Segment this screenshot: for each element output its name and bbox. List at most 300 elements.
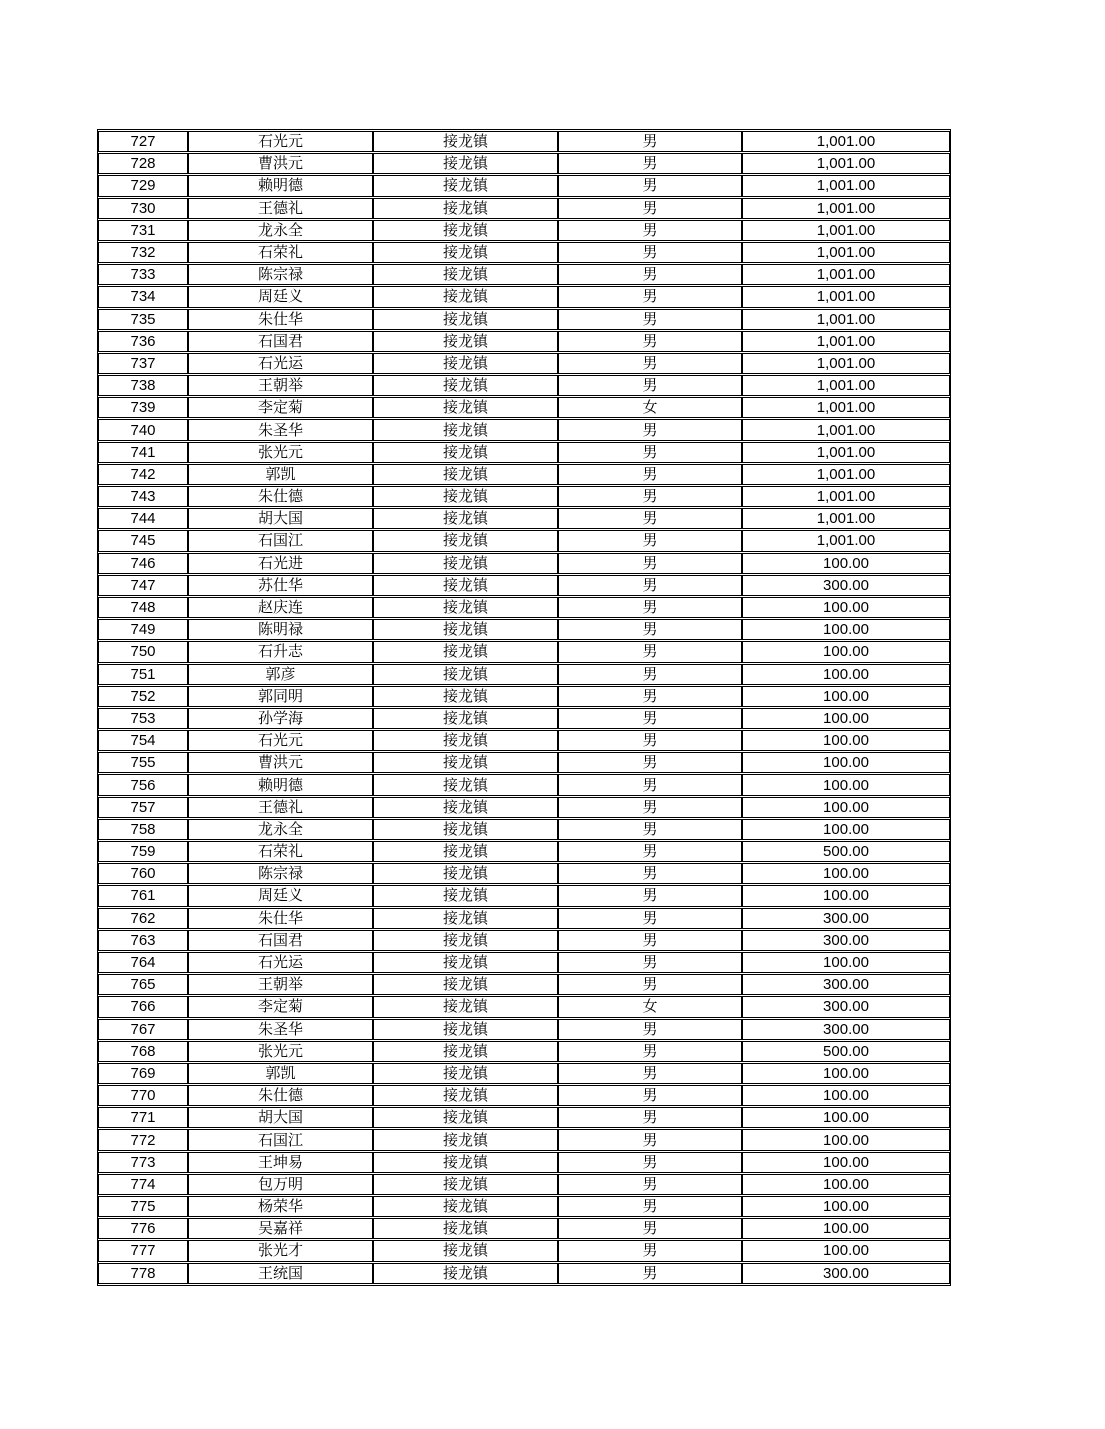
cell-amount: 1,001.00 [742, 153, 950, 174]
cell-gender: 男 [558, 774, 742, 795]
cell-gender: 男 [558, 442, 742, 463]
cell-gender: 男 [558, 664, 742, 685]
cell-serial-number: 750 [98, 641, 188, 662]
cell-serial-number: 761 [98, 885, 188, 906]
cell-town: 接龙镇 [373, 774, 558, 795]
table-row [98, 1107, 950, 1128]
cell-amount: 100.00 [742, 752, 950, 773]
cell-serial-number: 734 [98, 286, 188, 307]
cell-town: 接龙镇 [373, 220, 558, 241]
table-row [98, 553, 950, 574]
table-row [98, 686, 950, 707]
cell-gender: 男 [558, 1041, 742, 1062]
cell-amount: 100.00 [742, 1240, 950, 1261]
cell-amount: 1,001.00 [742, 131, 950, 152]
cell-amount: 500.00 [742, 1041, 950, 1062]
cell-name: 苏仕华 [188, 575, 373, 596]
cell-amount: 1,001.00 [742, 486, 950, 507]
cell-gender: 男 [558, 242, 742, 263]
cell-amount: 100.00 [742, 885, 950, 906]
table-row [98, 1196, 950, 1217]
cell-amount: 500.00 [742, 841, 950, 862]
cell-amount: 100.00 [742, 641, 950, 662]
cell-town: 接龙镇 [373, 508, 558, 529]
cell-serial-number: 764 [98, 952, 188, 973]
cell-serial-number: 765 [98, 974, 188, 995]
cell-name: 张光元 [188, 1041, 373, 1062]
cell-serial-number: 728 [98, 153, 188, 174]
table-row [98, 309, 950, 330]
cell-amount: 100.00 [742, 553, 950, 574]
table-row [98, 1218, 950, 1239]
cell-town: 接龙镇 [373, 353, 558, 374]
cell-name: 包万明 [188, 1174, 373, 1195]
cell-name: 朱圣华 [188, 419, 373, 440]
cell-gender: 男 [558, 220, 742, 241]
cell-gender: 男 [558, 841, 742, 862]
cell-amount: 300.00 [742, 575, 950, 596]
cell-amount: 100.00 [742, 686, 950, 707]
cell-serial-number: 729 [98, 175, 188, 196]
cell-name: 石国江 [188, 530, 373, 551]
cell-serial-number: 758 [98, 819, 188, 840]
table-row [98, 486, 950, 507]
cell-town: 接龙镇 [373, 1174, 558, 1195]
cell-serial-number: 739 [98, 397, 188, 418]
cell-gender: 男 [558, 908, 742, 929]
cell-gender: 男 [558, 530, 742, 551]
cell-amount: 300.00 [742, 930, 950, 951]
cell-gender: 男 [558, 1019, 742, 1040]
table-row [98, 974, 950, 995]
table-row [98, 1174, 950, 1195]
table-row [98, 908, 950, 929]
cell-town: 接龙镇 [373, 242, 558, 263]
cell-town: 接龙镇 [373, 264, 558, 285]
cell-name: 石国君 [188, 331, 373, 352]
cell-amount: 1,001.00 [742, 242, 950, 263]
table-row [98, 464, 950, 485]
cell-town: 接龙镇 [373, 885, 558, 906]
beneficiary-roster-table [97, 129, 951, 1286]
cell-name: 朱圣华 [188, 1019, 373, 1040]
table-row [98, 641, 950, 662]
table-row [98, 863, 950, 884]
cell-town: 接龙镇 [373, 1063, 558, 1084]
table-row [98, 175, 950, 196]
cell-amount: 100.00 [742, 619, 950, 640]
cell-town: 接龙镇 [373, 153, 558, 174]
cell-serial-number: 753 [98, 708, 188, 729]
cell-name: 石荣礼 [188, 841, 373, 862]
cell-name: 王德礼 [188, 797, 373, 818]
cell-amount: 100.00 [742, 774, 950, 795]
cell-town: 接龙镇 [373, 1196, 558, 1217]
cell-serial-number: 770 [98, 1085, 188, 1106]
cell-town: 接龙镇 [373, 464, 558, 485]
cell-town: 接龙镇 [373, 952, 558, 973]
table-row [98, 286, 950, 307]
cell-serial-number: 769 [98, 1063, 188, 1084]
cell-gender: 男 [558, 553, 742, 574]
cell-name: 石光运 [188, 353, 373, 374]
cell-name: 石荣礼 [188, 242, 373, 263]
cell-name: 郭彦 [188, 664, 373, 685]
cell-town: 接龙镇 [373, 175, 558, 196]
cell-name: 曹洪元 [188, 153, 373, 174]
cell-gender: 男 [558, 153, 742, 174]
table-row [98, 1085, 950, 1106]
cell-gender: 男 [558, 1152, 742, 1173]
cell-town: 接龙镇 [373, 442, 558, 463]
cell-gender: 男 [558, 486, 742, 507]
cell-gender: 男 [558, 797, 742, 818]
cell-name: 赖明德 [188, 175, 373, 196]
cell-town: 接龙镇 [373, 198, 558, 219]
cell-serial-number: 774 [98, 1174, 188, 1195]
cell-town: 接龙镇 [373, 974, 558, 995]
table-row [98, 1240, 950, 1261]
cell-name: 石光元 [188, 730, 373, 751]
table-row [98, 996, 950, 1017]
cell-amount: 1,001.00 [742, 530, 950, 551]
cell-town: 接龙镇 [373, 1041, 558, 1062]
cell-name: 王朝举 [188, 375, 373, 396]
cell-serial-number: 771 [98, 1107, 188, 1128]
cell-gender: 女 [558, 397, 742, 418]
cell-amount: 100.00 [742, 1196, 950, 1217]
cell-name: 郭凯 [188, 464, 373, 485]
cell-town: 接龙镇 [373, 641, 558, 662]
cell-amount: 1,001.00 [742, 264, 950, 285]
cell-amount: 100.00 [742, 664, 950, 685]
table-row [98, 1063, 950, 1084]
cell-amount: 1,001.00 [742, 175, 950, 196]
table-row [98, 131, 950, 152]
cell-serial-number: 727 [98, 131, 188, 152]
cell-serial-number: 766 [98, 996, 188, 1017]
cell-serial-number: 731 [98, 220, 188, 241]
cell-serial-number: 736 [98, 331, 188, 352]
table-row [98, 153, 950, 174]
cell-amount: 1,001.00 [742, 220, 950, 241]
cell-serial-number: 742 [98, 464, 188, 485]
table-row [98, 1152, 950, 1173]
cell-name: 周廷义 [188, 286, 373, 307]
table-row [98, 220, 950, 241]
cell-name: 石升志 [188, 641, 373, 662]
table-row [98, 530, 950, 551]
table-row [98, 841, 950, 862]
cell-amount: 1,001.00 [742, 508, 950, 529]
cell-serial-number: 746 [98, 553, 188, 574]
cell-name: 张光才 [188, 1240, 373, 1261]
cell-amount: 100.00 [742, 1085, 950, 1106]
cell-gender: 男 [558, 597, 742, 618]
cell-name: 龙永全 [188, 819, 373, 840]
cell-name: 胡大国 [188, 508, 373, 529]
table-row [98, 952, 950, 973]
cell-town: 接龙镇 [373, 331, 558, 352]
table-row [98, 375, 950, 396]
cell-name: 陈宗禄 [188, 863, 373, 884]
cell-gender: 男 [558, 464, 742, 485]
cell-town: 接龙镇 [373, 908, 558, 929]
cell-town: 接龙镇 [373, 930, 558, 951]
cell-name: 石国君 [188, 930, 373, 951]
cell-name: 朱仕华 [188, 908, 373, 929]
cell-amount: 100.00 [742, 797, 950, 818]
cell-gender: 男 [558, 575, 742, 596]
cell-gender: 男 [558, 1218, 742, 1239]
table-row [98, 730, 950, 751]
cell-amount: 100.00 [742, 819, 950, 840]
cell-town: 接龙镇 [373, 863, 558, 884]
cell-amount: 100.00 [742, 730, 950, 751]
cell-amount: 1,001.00 [742, 331, 950, 352]
table-row [98, 575, 950, 596]
cell-amount: 300.00 [742, 908, 950, 929]
cell-town: 接龙镇 [373, 131, 558, 152]
cell-gender: 男 [558, 619, 742, 640]
cell-serial-number: 738 [98, 375, 188, 396]
cell-town: 接龙镇 [373, 553, 558, 574]
cell-gender: 男 [558, 131, 742, 152]
cell-town: 接龙镇 [373, 1085, 558, 1106]
cell-name: 郭凯 [188, 1063, 373, 1084]
cell-name: 陈宗禄 [188, 264, 373, 285]
cell-amount: 100.00 [742, 597, 950, 618]
cell-serial-number: 760 [98, 863, 188, 884]
cell-gender: 男 [558, 819, 742, 840]
cell-amount: 1,001.00 [742, 464, 950, 485]
cell-town: 接龙镇 [373, 1240, 558, 1261]
cell-amount: 1,001.00 [742, 419, 950, 440]
cell-gender: 男 [558, 353, 742, 374]
table-row [98, 797, 950, 818]
cell-name: 曹洪元 [188, 752, 373, 773]
cell-town: 接龙镇 [373, 686, 558, 707]
cell-amount: 300.00 [742, 996, 950, 1017]
cell-town: 接龙镇 [373, 575, 558, 596]
cell-serial-number: 749 [98, 619, 188, 640]
table-row [98, 708, 950, 729]
cell-amount: 1,001.00 [742, 198, 950, 219]
cell-amount: 100.00 [742, 952, 950, 973]
cell-amount: 1,001.00 [742, 309, 950, 330]
cell-serial-number: 735 [98, 309, 188, 330]
cell-amount: 300.00 [742, 1019, 950, 1040]
cell-town: 接龙镇 [373, 797, 558, 818]
cell-town: 接龙镇 [373, 752, 558, 773]
cell-gender: 男 [558, 930, 742, 951]
cell-gender: 男 [558, 1085, 742, 1106]
cell-town: 接龙镇 [373, 996, 558, 1017]
cell-name: 朱仕华 [188, 309, 373, 330]
cell-town: 接龙镇 [373, 597, 558, 618]
cell-town: 接龙镇 [373, 286, 558, 307]
cell-town: 接龙镇 [373, 841, 558, 862]
cell-town: 接龙镇 [373, 309, 558, 330]
table-row [98, 619, 950, 640]
cell-name: 石光运 [188, 952, 373, 973]
cell-serial-number: 733 [98, 264, 188, 285]
cell-town: 接龙镇 [373, 1152, 558, 1173]
cell-amount: 100.00 [742, 863, 950, 884]
cell-serial-number: 748 [98, 597, 188, 618]
cell-serial-number: 752 [98, 686, 188, 707]
table-row [98, 1041, 950, 1062]
cell-gender: 男 [558, 863, 742, 884]
cell-town: 接龙镇 [373, 1107, 558, 1128]
table-row [98, 353, 950, 374]
cell-gender: 男 [558, 331, 742, 352]
cell-serial-number: 776 [98, 1218, 188, 1239]
cell-town: 接龙镇 [373, 730, 558, 751]
cell-name: 王统国 [188, 1263, 373, 1284]
cell-gender: 男 [558, 752, 742, 773]
table-row [98, 774, 950, 795]
cell-town: 接龙镇 [373, 1263, 558, 1284]
cell-serial-number: 773 [98, 1152, 188, 1173]
table-row [98, 331, 950, 352]
cell-gender: 男 [558, 974, 742, 995]
cell-serial-number: 755 [98, 752, 188, 773]
cell-name: 石光进 [188, 553, 373, 574]
cell-town: 接龙镇 [373, 664, 558, 685]
table-row [98, 1129, 950, 1150]
table-row [98, 198, 950, 219]
cell-amount: 1,001.00 [742, 442, 950, 463]
cell-amount: 100.00 [742, 1174, 950, 1195]
cell-name: 陈明禄 [188, 619, 373, 640]
cell-name: 吴嘉祥 [188, 1218, 373, 1239]
cell-town: 接龙镇 [373, 486, 558, 507]
cell-name: 王朝举 [188, 974, 373, 995]
cell-name: 赖明德 [188, 774, 373, 795]
cell-name: 李定菊 [188, 397, 373, 418]
cell-gender: 男 [558, 730, 742, 751]
cell-name: 郭同明 [188, 686, 373, 707]
table-row [98, 819, 950, 840]
cell-town: 接龙镇 [373, 419, 558, 440]
cell-gender: 女 [558, 996, 742, 1017]
cell-serial-number: 751 [98, 664, 188, 685]
cell-name: 石光元 [188, 131, 373, 152]
cell-serial-number: 747 [98, 575, 188, 596]
table-row [98, 419, 950, 440]
table-row [98, 664, 950, 685]
cell-amount: 100.00 [742, 1218, 950, 1239]
roster-sheet [97, 129, 951, 1286]
cell-serial-number: 740 [98, 419, 188, 440]
cell-serial-number: 743 [98, 486, 188, 507]
cell-town: 接龙镇 [373, 375, 558, 396]
cell-serial-number: 767 [98, 1019, 188, 1040]
cell-serial-number: 730 [98, 198, 188, 219]
cell-amount: 1,001.00 [742, 353, 950, 374]
cell-gender: 男 [558, 508, 742, 529]
cell-town: 接龙镇 [373, 1019, 558, 1040]
cell-town: 接龙镇 [373, 619, 558, 640]
cell-serial-number: 768 [98, 1041, 188, 1062]
cell-town: 接龙镇 [373, 1129, 558, 1150]
cell-gender: 男 [558, 686, 742, 707]
table-row [98, 242, 950, 263]
table-row [98, 885, 950, 906]
cell-name: 朱仕德 [188, 486, 373, 507]
cell-serial-number: 759 [98, 841, 188, 862]
cell-name: 赵庆连 [188, 597, 373, 618]
cell-name: 龙永全 [188, 220, 373, 241]
cell-gender: 男 [558, 1174, 742, 1195]
table-row [98, 597, 950, 618]
cell-amount: 100.00 [742, 1063, 950, 1084]
cell-serial-number: 777 [98, 1240, 188, 1261]
cell-town: 接龙镇 [373, 530, 558, 551]
cell-serial-number: 763 [98, 930, 188, 951]
cell-gender: 男 [558, 1263, 742, 1284]
cell-name: 周廷义 [188, 885, 373, 906]
cell-serial-number: 745 [98, 530, 188, 551]
cell-amount: 100.00 [742, 1129, 950, 1150]
cell-name: 朱仕德 [188, 1085, 373, 1106]
cell-serial-number: 732 [98, 242, 188, 263]
cell-serial-number: 775 [98, 1196, 188, 1217]
table-row [98, 264, 950, 285]
cell-amount: 300.00 [742, 974, 950, 995]
cell-amount: 100.00 [742, 1107, 950, 1128]
cell-name: 李定菊 [188, 996, 373, 1017]
cell-gender: 男 [558, 1107, 742, 1128]
cell-gender: 男 [558, 419, 742, 440]
cell-gender: 男 [558, 1063, 742, 1084]
cell-amount: 1,001.00 [742, 397, 950, 418]
cell-gender: 男 [558, 375, 742, 396]
cell-gender: 男 [558, 264, 742, 285]
cell-name: 石国江 [188, 1129, 373, 1150]
cell-name: 张光元 [188, 442, 373, 463]
cell-amount: 300.00 [742, 1263, 950, 1284]
cell-amount: 1,001.00 [742, 286, 950, 307]
cell-gender: 男 [558, 641, 742, 662]
cell-serial-number: 744 [98, 508, 188, 529]
cell-gender: 男 [558, 175, 742, 196]
table-row [98, 1019, 950, 1040]
cell-gender: 男 [558, 309, 742, 330]
cell-gender: 男 [558, 1129, 742, 1150]
cell-gender: 男 [558, 1196, 742, 1217]
cell-name: 孙学海 [188, 708, 373, 729]
cell-town: 接龙镇 [373, 708, 558, 729]
cell-serial-number: 741 [98, 442, 188, 463]
table-row [98, 508, 950, 529]
cell-gender: 男 [558, 885, 742, 906]
cell-serial-number: 772 [98, 1129, 188, 1150]
cell-serial-number: 756 [98, 774, 188, 795]
cell-amount: 1,001.00 [742, 375, 950, 396]
cell-gender: 男 [558, 198, 742, 219]
cell-serial-number: 762 [98, 908, 188, 929]
cell-gender: 男 [558, 1240, 742, 1261]
cell-gender: 男 [558, 708, 742, 729]
cell-name: 王德礼 [188, 198, 373, 219]
table-row [98, 930, 950, 951]
table-row [98, 397, 950, 418]
cell-serial-number: 757 [98, 797, 188, 818]
cell-serial-number: 754 [98, 730, 188, 751]
cell-name: 王坤易 [188, 1152, 373, 1173]
